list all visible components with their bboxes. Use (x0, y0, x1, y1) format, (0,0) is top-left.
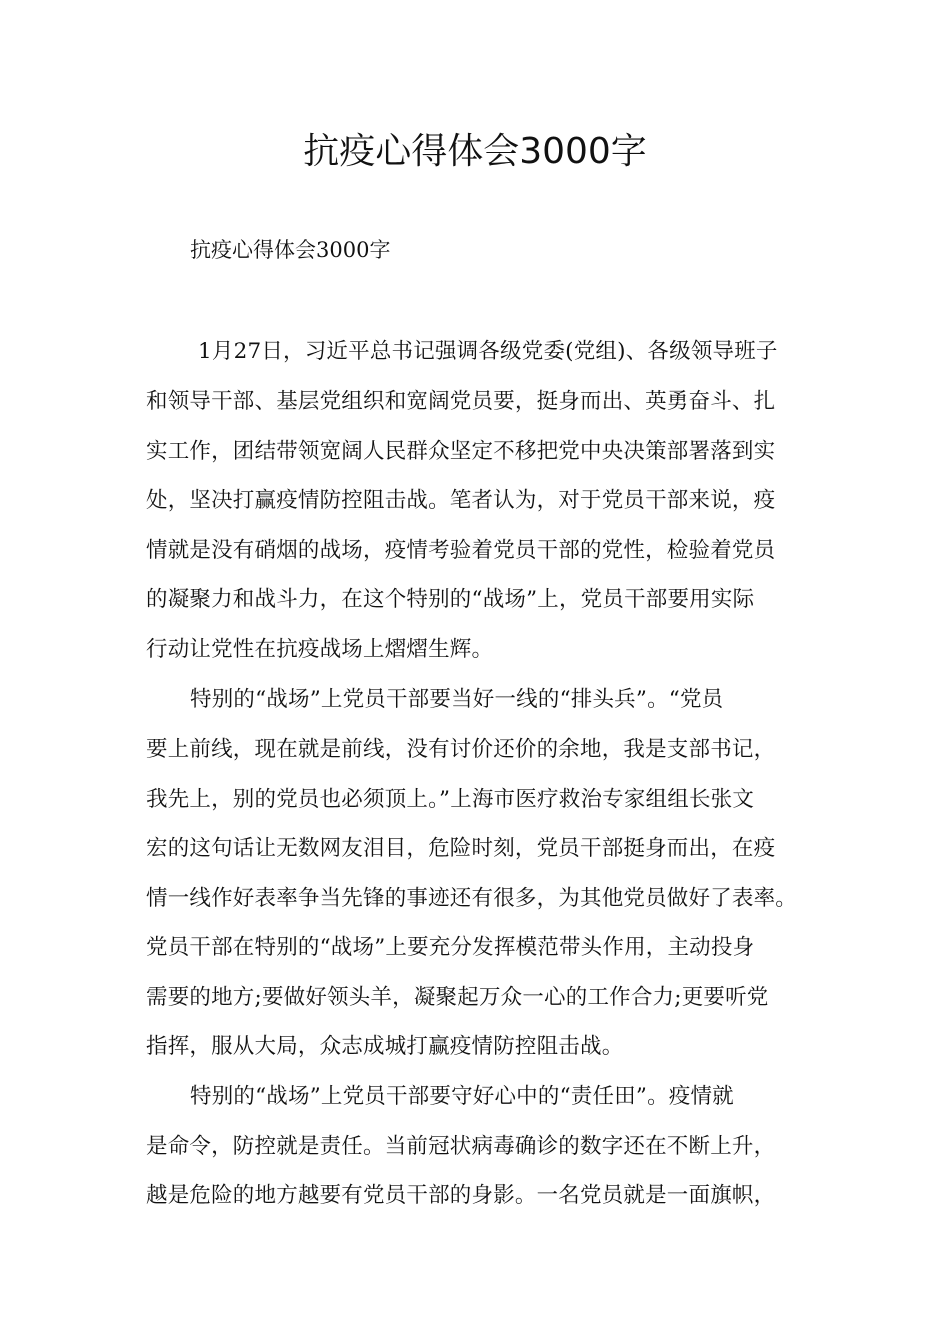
body-line: 宏的这句话让无数网友泪目，危险时刻，党员干部挺身而出，在疫 (146, 836, 776, 861)
body-line: 和领导干部、基层党组织和宽阔党员要，挺身而出、英勇奋斗、扎 (146, 389, 776, 414)
body-line: 行动让党性在抗疫战场上熠熠生辉。 (146, 637, 494, 662)
body-line: 处，坚决打赢疫情防控阻击战。笔者认为，对于党员干部来说，疫 (146, 488, 776, 513)
body-line: 的凝聚力和战斗力，在这个特别的“战场”上，党员干部要用实际 (146, 587, 755, 612)
body-line: 特别的“战场”上党员干部要守好心中的“责任田”。疫情就 (190, 1084, 734, 1109)
body-line: 1月27日，习近平总书记强调各级党委(党组)、各级领导班子 (198, 339, 778, 364)
body-line: 要上前线，现在就是前线，没有讨价还价的余地，我是支部书记， (146, 737, 776, 762)
body-line: 越是危险的地方越要有党员干部的身影。一名党员就是一面旗帜， (146, 1183, 776, 1208)
body-line: 是命令，防控就是责任。当前冠状病毒确诊的数字还在不断上升， (146, 1134, 776, 1159)
body-line: 党员干部在特别的“战场”上要充分发挥模范带头作用，主动投身 (146, 935, 755, 960)
body-line: 情就是没有硝烟的战场，疫情考验着党员干部的党性，检验着党员 (146, 538, 776, 563)
body-line: 实工作，团结带领宽阔人民群众坚定不移把党中央决策部署落到实 (146, 439, 776, 464)
body-line: 指挥，服从大局，众志成城打赢疫情防控阻击战。 (146, 1034, 624, 1059)
body-line: 特别的“战场”上党员干部要当好一线的“排头兵”。“党员 (190, 687, 724, 712)
document-subtitle: 抗疫心得体会3000字 (190, 238, 391, 262)
body-line: 我先上，别的党员也必须顶上。”上海市医疗救治专家组组长张文 (146, 787, 755, 812)
body-line: 情一线作好表率争当先锋的事迹还有很多，为其他党员做好了表率。 (146, 886, 798, 911)
document-title: 抗疫心得体会3000字 (303, 131, 647, 172)
body-line: 需要的地方;要做好领头羊，凝聚起万众一心的工作合力;更要听党 (146, 985, 769, 1010)
